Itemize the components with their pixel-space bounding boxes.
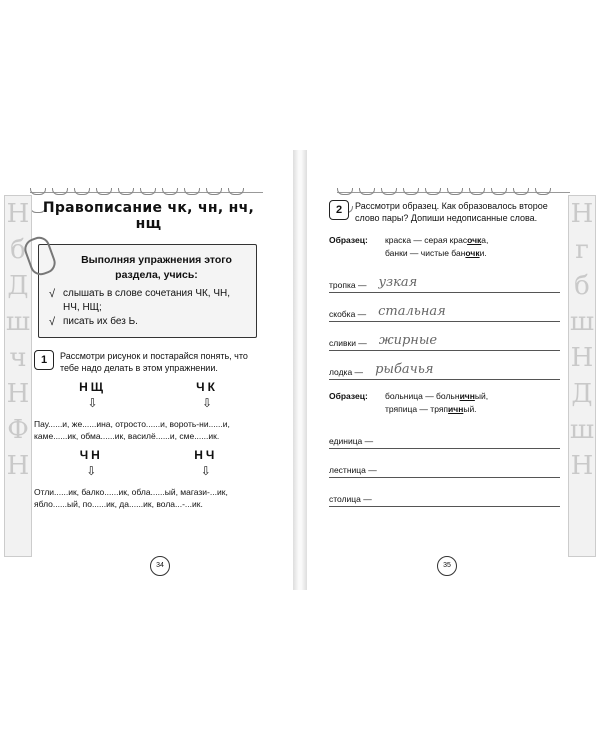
sample-highlight: очк (467, 235, 482, 245)
exercise-number: 1 (34, 350, 54, 370)
sample-highlight: очк (465, 248, 480, 258)
strip-letter: ч (9, 343, 27, 373)
writing-line[interactable] (329, 449, 560, 478)
strip-letter: б (574, 271, 590, 301)
letter-pair (196, 380, 218, 410)
sample-part: тряпица — тряп (385, 404, 449, 414)
letter-pair-label: НЩ (79, 380, 106, 394)
rule-item-text: писать их без Ь. (63, 316, 138, 327)
letter-pair-label: ЧН (79, 448, 103, 462)
down-arrow-icon: ⇩ (200, 464, 211, 478)
check-icon: √ (49, 316, 56, 328)
writing-lines-2 (329, 420, 560, 507)
strip-letter: Н (6, 451, 30, 481)
sample-part: банки — чистые бан (385, 248, 466, 258)
down-arrow-icon: ⇩ (87, 396, 98, 410)
sample-line (385, 234, 488, 247)
letter-pair-label: ЧК (196, 380, 218, 394)
line-word: лестница — (329, 465, 377, 475)
sample-text (385, 390, 488, 416)
rule-item (49, 287, 246, 315)
strip-letter: г (575, 235, 589, 265)
writing-line[interactable] (329, 293, 560, 322)
line-word: столица — (329, 494, 372, 504)
writing-line[interactable] (329, 322, 560, 351)
sample-part: краска — серая крас (385, 235, 468, 245)
line-word: единица — (329, 436, 374, 446)
sample-block-1 (329, 234, 560, 260)
rule-heading-line: Выполняя упражнения этого (81, 254, 232, 266)
strip-letter: Д (7, 271, 29, 301)
page-number: 35 (437, 556, 457, 576)
writing-lines-1 (329, 264, 560, 380)
strip-letter: ш (569, 415, 595, 445)
sample-text (385, 234, 488, 260)
handwritten-answer: жирные (378, 333, 438, 348)
rule-item (49, 315, 246, 329)
rule-box (38, 244, 257, 338)
strip-letter: Н (570, 343, 594, 373)
sample-part: больница — больн (385, 391, 460, 401)
handwritten-answer: стальная (378, 304, 446, 319)
page-top-decoration (30, 182, 263, 193)
rule-item-text: слышать в слове сочетания ЧК, ЧН, НЧ, НЩ; (63, 288, 231, 313)
line-word: тропка — (329, 280, 367, 290)
exercise-1-header (34, 350, 263, 374)
left-content (34, 200, 263, 516)
line-word: сливки — (329, 338, 367, 348)
fill-in-text-1[interactable]: Пау......и, же......ина, отросто......и, вороть-ни......и, каме......ик, обма......ик, василё......и, сме......ик. (34, 419, 230, 441)
writing-line[interactable] (329, 264, 560, 293)
sample-line (385, 390, 488, 403)
sample-line (385, 247, 488, 260)
writing-line[interactable] (329, 351, 560, 380)
exercise-number: 2 (329, 200, 349, 220)
sample-label: Образец: (329, 235, 368, 245)
sample-highlight: ичн (459, 391, 475, 401)
sample-part: и. (479, 248, 487, 258)
exercise-instructions: Рассмотри образец. Как образовалось второе слово пары? Допиши недописанные слова. (355, 201, 548, 223)
fill-in-text-2[interactable]: Отли......ик, балко......ик, обла......ый, магази-...ик, ябло......ый, по......ик, да......ик, вола...-...ик. (34, 487, 228, 509)
sample-line (385, 403, 488, 416)
writing-line[interactable] (329, 420, 560, 449)
line-word: лодка — (329, 367, 364, 377)
letter-pair (79, 380, 106, 410)
strip-letter: ш (5, 307, 31, 337)
strip-letter: Н (6, 199, 30, 229)
page-number: 34 (150, 556, 170, 576)
sample-label: Образец: (329, 391, 368, 401)
handwritten-answer: узкая (378, 275, 418, 290)
strip-letter: ш (569, 307, 595, 337)
sample-part: ый. (463, 404, 477, 414)
down-arrow-icon: ⇩ (201, 396, 213, 410)
check-icon: √ (49, 288, 56, 300)
rule-heading-line: раздела, учись: (115, 269, 198, 281)
letter-pair-label: НЧ (194, 448, 218, 462)
strip-letter: Д (571, 379, 593, 409)
strip-letter: Н (570, 451, 594, 481)
sample-block-2 (329, 390, 560, 416)
book-gutter (293, 150, 307, 590)
exercise-instructions: Рассмотри рисунок и постарайся понять, что тебе надо делать в этом упражнении. (60, 351, 248, 373)
letter-pairs-2 (34, 448, 263, 478)
handwritten-answer: рыбачья (375, 362, 434, 377)
alphabet-strip-right (568, 195, 596, 557)
writing-line[interactable] (329, 478, 560, 507)
strip-letter: Н (6, 379, 30, 409)
line-word: скобка — (329, 309, 367, 319)
page-top-decoration (337, 182, 570, 193)
letter-pair (80, 448, 103, 478)
strip-letter: Н (570, 199, 594, 229)
strip-letter: б (10, 235, 26, 265)
rule-heading (49, 253, 246, 283)
right-content (329, 200, 560, 507)
sample-part: ый, (474, 391, 489, 401)
down-arrow-icon: ⇩ (86, 464, 97, 478)
letter-pair (194, 448, 217, 478)
page-title: Правописание чк, чн, нч, нщ (42, 200, 255, 232)
left-page (0, 160, 293, 590)
strip-letter: Ф (7, 415, 29, 445)
letter-pairs-1 (34, 380, 263, 410)
sample-highlight: ичн (448, 404, 464, 414)
exercise-2-header (329, 200, 560, 224)
sample-part: а, (481, 235, 489, 245)
right-page (307, 160, 600, 590)
